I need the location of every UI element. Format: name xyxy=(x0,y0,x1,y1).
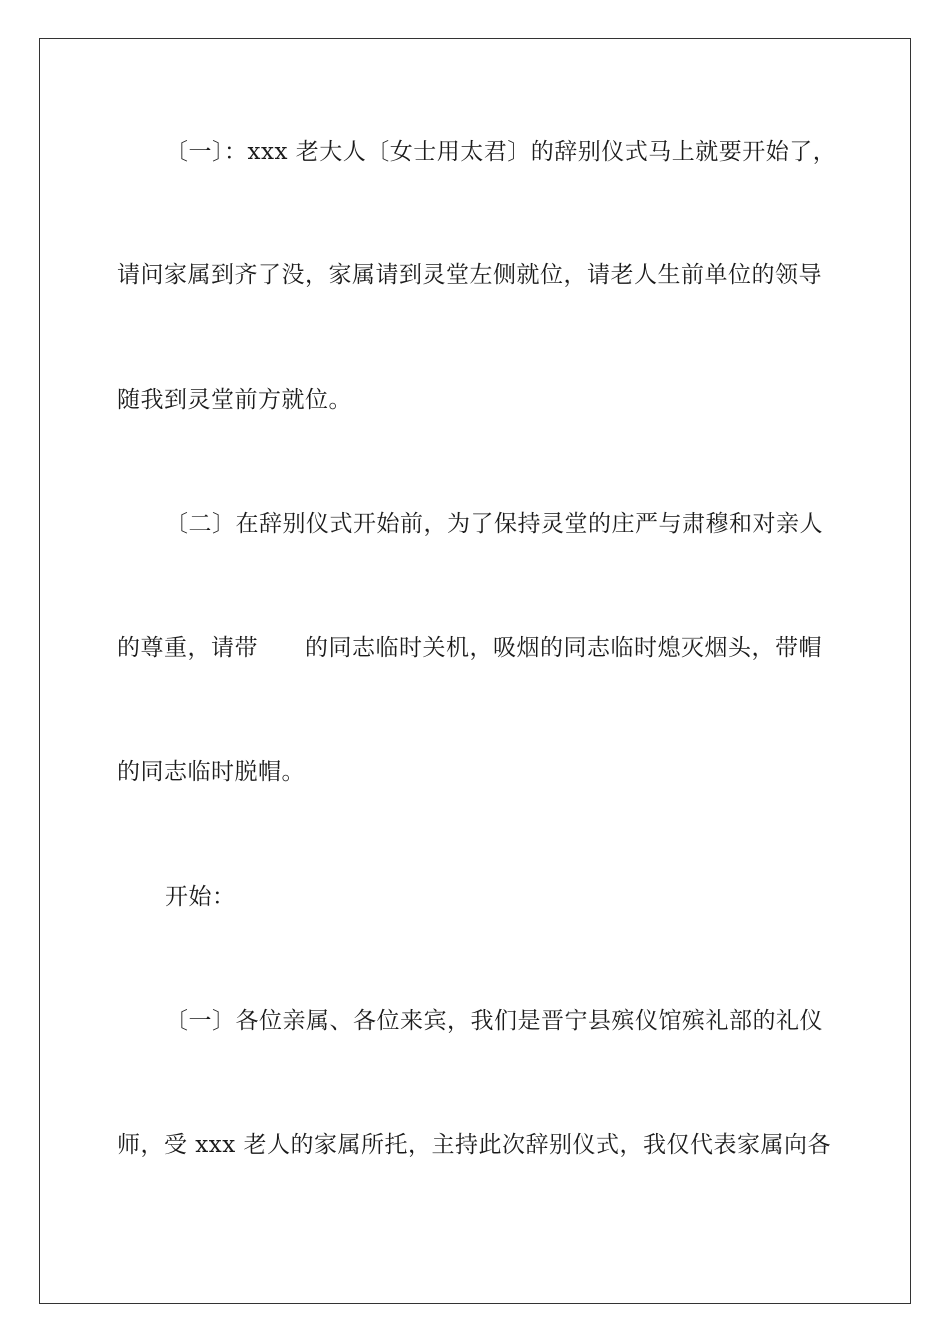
paragraph-1-line-2: 请问家属到齐了没，家属请到灵堂左侧就位，请老人生前单位的领导 xyxy=(117,262,822,288)
paragraph-3-line-1: 开始： xyxy=(165,884,236,910)
paragraph-1-line-1: 〔一〕：xxx 老大人〔女士用太君〕的辞别仪式马上就要开始了， xyxy=(165,139,837,165)
page-border xyxy=(39,38,911,1304)
paragraph-1-line-3: 随我到灵堂前方就位。 xyxy=(117,387,352,413)
paragraph-2-line-3: 的同志临时脱帽。 xyxy=(117,759,305,785)
paragraph-2-line-1: 〔二〕在辞别仪式开始前，为了保持灵堂的庄严与肃穆和对亲人 xyxy=(165,511,823,537)
paragraph-2-line-2: 的尊重，请带 的同志临时关机，吸烟的同志临时熄灭烟头，带帽 xyxy=(117,635,822,661)
paragraph-4-line-1: 〔一〕各位亲属、各位来宾，我们是晋宁县殡仪馆殡礼部的礼仪 xyxy=(165,1008,823,1034)
paragraph-4-line-2: 师，受 xxx 老人的家属所托，主持此次辞别仪式，我仅代表家属向各 xyxy=(117,1132,832,1158)
